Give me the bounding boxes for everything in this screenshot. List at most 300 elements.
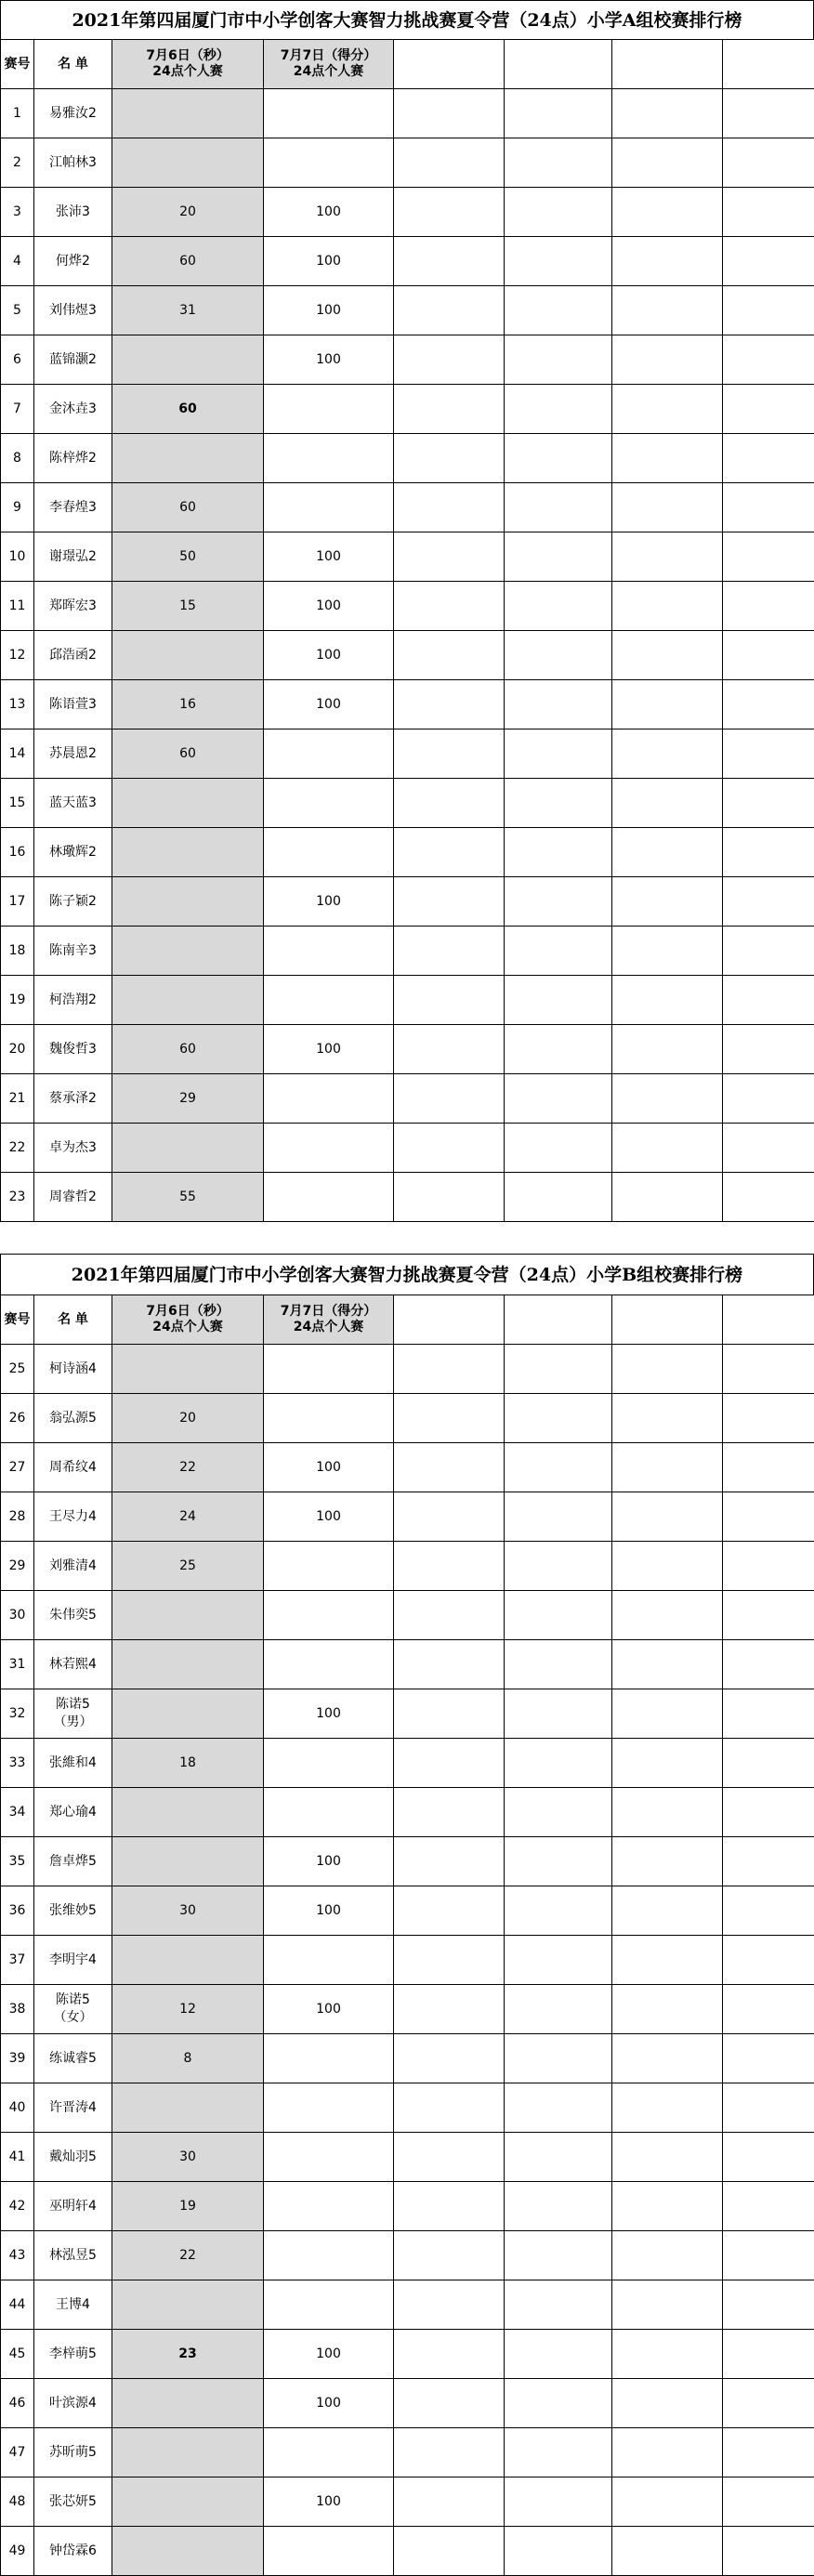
header-empty [612, 40, 723, 89]
empty-cell [723, 927, 814, 976]
empty-cell [394, 188, 505, 237]
empty-cell [505, 582, 612, 631]
empty-cell [505, 2182, 612, 2231]
empty-cell [612, 385, 723, 434]
day2-score: 100 [264, 1492, 394, 1542]
empty-cell [723, 138, 814, 188]
empty-cell [723, 532, 814, 582]
empty-cell [394, 1173, 505, 1222]
participant-name-text: 刘雅清4 [34, 1557, 112, 1575]
table-row [1, 1173, 814, 1222]
empty-cell [394, 434, 505, 483]
day1-time-seconds: 24 [112, 1492, 264, 1542]
table-row [1, 1542, 814, 1591]
empty-cell [394, 631, 505, 680]
empty-cell [723, 2083, 814, 2133]
empty-cell [394, 828, 505, 877]
empty-cell [505, 89, 612, 138]
day1-time-seconds: 60 [112, 483, 264, 532]
header-day2 [264, 1295, 394, 1345]
empty-cell [394, 1492, 505, 1542]
day1-time-seconds: 60 [112, 729, 264, 779]
empty-cell [505, 1443, 612, 1492]
entry-number: 17 [1, 877, 34, 927]
participant-name [34, 1394, 112, 1443]
participant-name-text: 周希纹4 [34, 1459, 112, 1477]
entry-number: 46 [1, 2379, 34, 2428]
empty-cell [723, 2034, 814, 2083]
participant-name-text: 王尽力4 [34, 1508, 112, 1526]
participant-name [34, 1936, 112, 1985]
day2-score [264, 927, 394, 976]
participant-name [34, 2477, 112, 2527]
participant-name-text: 陈诺5 [34, 1696, 112, 1714]
table-row [1, 877, 814, 927]
day2-score [264, 2527, 394, 2576]
entry-number: 7 [1, 385, 34, 434]
table-row [1, 2379, 814, 2428]
day2-score [264, 1542, 394, 1591]
participant-name [34, 1074, 112, 1124]
header-day2-date: 7月7日（得分） [264, 1304, 393, 1320]
day2-score [264, 2182, 394, 2231]
header-empty [394, 40, 505, 89]
entry-number: 18 [1, 927, 34, 976]
day1-time-seconds: 15 [112, 582, 264, 631]
empty-cell [723, 631, 814, 680]
entry-number: 13 [1, 680, 34, 729]
entry-number: 29 [1, 1542, 34, 1591]
empty-cell [505, 1886, 612, 1936]
header-day1 [112, 40, 264, 89]
empty-cell [394, 2477, 505, 2527]
participant-name [34, 1985, 112, 2034]
empty-cell [612, 729, 723, 779]
table-row [1, 582, 814, 631]
participant-name-text: 谢璟弘2 [34, 548, 112, 566]
table-row [1, 138, 814, 188]
empty-cell [394, 1985, 505, 2034]
day1-time-seconds: 23 [112, 2330, 264, 2379]
participant-name-text: 翁弘源5 [34, 1410, 112, 1427]
participant-name [34, 2034, 112, 2083]
empty-cell [723, 1689, 814, 1739]
empty-cell [394, 2379, 505, 2428]
empty-cell [612, 1689, 723, 1739]
participant-name [34, 1443, 112, 1492]
day1-time-seconds: 29 [112, 1074, 264, 1124]
entry-number: 44 [1, 2280, 34, 2330]
day2-score [264, 1394, 394, 1443]
table-row [1, 680, 814, 729]
empty-cell [505, 1640, 612, 1689]
day2-score [264, 2428, 394, 2477]
day1-time-seconds: 22 [112, 1443, 264, 1492]
day1-time-seconds: 20 [112, 188, 264, 237]
table-row [1, 927, 814, 976]
day1-time-seconds [112, 877, 264, 927]
empty-cell [505, 1542, 612, 1591]
header-empty [723, 40, 814, 89]
table-row [1, 1394, 814, 1443]
empty-cell [505, 2527, 612, 2576]
empty-cell [723, 483, 814, 532]
empty-cell [612, 1640, 723, 1689]
empty-cell [723, 582, 814, 631]
table-row [1, 237, 814, 286]
table-row [1, 2133, 814, 2182]
empty-cell [723, 434, 814, 483]
entry-number: 38 [1, 1985, 34, 2034]
empty-cell [394, 2231, 505, 2280]
day2-score [264, 1788, 394, 1837]
empty-cell [394, 2182, 505, 2231]
day2-score: 100 [264, 2477, 394, 2527]
empty-cell [723, 828, 814, 877]
day2-score [264, 976, 394, 1025]
section-b-header-row [1, 1295, 814, 1345]
entry-number: 3 [1, 188, 34, 237]
entry-number: 2 [1, 138, 34, 188]
participant-name-text: 陈诺5 [34, 1991, 112, 2009]
empty-cell [394, 1394, 505, 1443]
empty-cell [612, 976, 723, 1025]
empty-cell [505, 828, 612, 877]
empty-cell [723, 1886, 814, 1936]
participant-name [34, 680, 112, 729]
entry-number: 15 [1, 779, 34, 828]
day2-score [264, 729, 394, 779]
header-day2-event: 24点个人赛 [264, 1320, 393, 1335]
participant-name [34, 1591, 112, 1640]
day1-time-seconds: 31 [112, 286, 264, 335]
participant-name-note: （男） [34, 1714, 112, 1731]
participant-name [34, 335, 112, 385]
participant-name [34, 1492, 112, 1542]
table-row [1, 89, 814, 138]
empty-cell [723, 1542, 814, 1591]
day1-time-seconds: 16 [112, 680, 264, 729]
participant-name-text: 巫明轩4 [34, 2198, 112, 2215]
empty-cell [723, 1640, 814, 1689]
empty-cell [505, 434, 612, 483]
empty-cell [612, 286, 723, 335]
participant-name-text: 张芯妍5 [34, 2493, 112, 2511]
participant-name [34, 2280, 112, 2330]
empty-cell [612, 89, 723, 138]
empty-cell [394, 237, 505, 286]
day1-time-seconds: 8 [112, 2034, 264, 2083]
participant-name-text: 邱浩函2 [34, 647, 112, 664]
day1-time-seconds: 60 [112, 1025, 264, 1074]
empty-cell [505, 138, 612, 188]
empty-cell [505, 1936, 612, 1985]
empty-cell [723, 1591, 814, 1640]
day1-time-seconds [112, 2379, 264, 2428]
empty-cell [394, 1788, 505, 1837]
day1-time-seconds [112, 779, 264, 828]
day1-time-seconds: 30 [112, 2133, 264, 2182]
empty-cell [612, 1788, 723, 1837]
day2-score: 100 [264, 631, 394, 680]
empty-cell [394, 976, 505, 1025]
participant-name-text: 郑晖宏3 [34, 598, 112, 615]
participant-name [34, 1689, 112, 1739]
day1-time-seconds: 30 [112, 1886, 264, 1936]
empty-cell [723, 680, 814, 729]
table-row [1, 729, 814, 779]
empty-cell [505, 1025, 612, 1074]
empty-cell [505, 2083, 612, 2133]
participant-name [34, 877, 112, 927]
day2-score [264, 89, 394, 138]
table-row [1, 483, 814, 532]
table-row [1, 1074, 814, 1124]
participant-name-text: 陈子颖2 [34, 893, 112, 911]
participant-name [34, 2527, 112, 2576]
empty-cell [394, 680, 505, 729]
entry-number: 42 [1, 2182, 34, 2231]
empty-cell [505, 729, 612, 779]
participant-name [34, 1640, 112, 1689]
entry-number: 49 [1, 2527, 34, 2576]
day1-time-seconds [112, 976, 264, 1025]
participant-name [34, 2330, 112, 2379]
participant-name [34, 1025, 112, 1074]
empty-cell [612, 1173, 723, 1222]
empty-cell [394, 582, 505, 631]
day2-score: 100 [264, 1985, 394, 2034]
header-day1-date: 7月6日（秒） [112, 48, 263, 64]
table-row [1, 335, 814, 385]
participant-name [34, 582, 112, 631]
table-row [1, 2034, 814, 2083]
day1-time-seconds [112, 2083, 264, 2133]
day2-score: 100 [264, 877, 394, 927]
table-row [1, 188, 814, 237]
participant-name [34, 385, 112, 434]
empty-cell [394, 1640, 505, 1689]
table-row [1, 631, 814, 680]
empty-cell [612, 138, 723, 188]
participant-name-text: 柯诗涵4 [34, 1360, 112, 1378]
day1-time-seconds [112, 1837, 264, 1886]
participant-name-text: 许晋涛4 [34, 2099, 112, 2117]
entry-number: 5 [1, 286, 34, 335]
section-a-header-row [1, 40, 814, 89]
empty-cell [723, 385, 814, 434]
day1-time-seconds [112, 335, 264, 385]
entry-number: 34 [1, 1788, 34, 1837]
entry-number: 39 [1, 2034, 34, 2083]
table-row [1, 1689, 814, 1739]
day2-score [264, 828, 394, 877]
empty-cell [612, 2083, 723, 2133]
entry-number: 22 [1, 1124, 34, 1173]
participant-name-text: 张沛3 [34, 204, 112, 221]
empty-cell [723, 976, 814, 1025]
empty-cell [723, 286, 814, 335]
empty-cell [612, 1591, 723, 1640]
empty-cell [723, 1394, 814, 1443]
table-row [1, 1936, 814, 1985]
day2-score [264, 1591, 394, 1640]
empty-cell [723, 1837, 814, 1886]
empty-cell [612, 2034, 723, 2083]
empty-cell [723, 89, 814, 138]
participant-name [34, 828, 112, 877]
empty-cell [612, 2231, 723, 2280]
entry-number: 23 [1, 1173, 34, 1222]
participant-name-text: 李明宇4 [34, 1952, 112, 1969]
participant-name-text: 蓝天蓝3 [34, 795, 112, 812]
participant-name [34, 1837, 112, 1886]
participant-name-text: 练诚睿5 [34, 2050, 112, 2068]
empty-cell [394, 385, 505, 434]
participant-name [34, 237, 112, 286]
entry-number: 45 [1, 2330, 34, 2379]
day2-score: 100 [264, 532, 394, 582]
empty-cell [394, 89, 505, 138]
header-name: 名 单 [34, 40, 112, 89]
entry-number: 36 [1, 1886, 34, 1936]
entry-number: 28 [1, 1492, 34, 1542]
participant-name-text: 张維和4 [34, 1755, 112, 1772]
empty-cell [505, 927, 612, 976]
day2-score [264, 2133, 394, 2182]
empty-cell [505, 2379, 612, 2428]
participant-name-text: 陈梓烨2 [34, 450, 112, 467]
empty-cell [394, 2280, 505, 2330]
entry-number: 11 [1, 582, 34, 631]
empty-cell [505, 631, 612, 680]
empty-cell [505, 680, 612, 729]
header-entry-number: 赛号 [1, 40, 34, 89]
empty-cell [394, 1345, 505, 1394]
empty-cell [612, 1025, 723, 1074]
empty-cell [723, 335, 814, 385]
entry-number: 20 [1, 1025, 34, 1074]
participant-name [34, 927, 112, 976]
empty-cell [612, 532, 723, 582]
day1-time-seconds [112, 1591, 264, 1640]
day1-time-seconds [112, 434, 264, 483]
participant-name-text: 陈南辛3 [34, 942, 112, 960]
table-row [1, 532, 814, 582]
empty-cell [723, 877, 814, 927]
participant-name [34, 779, 112, 828]
table-row [1, 779, 814, 828]
day1-time-seconds [112, 1689, 264, 1739]
table-row [1, 385, 814, 434]
participant-name [34, 89, 112, 138]
day1-time-seconds [112, 1124, 264, 1173]
day1-time-seconds [112, 2280, 264, 2330]
day1-time-seconds [112, 927, 264, 976]
day2-score [264, 2280, 394, 2330]
empty-cell [394, 877, 505, 927]
empty-cell [612, 779, 723, 828]
participant-name-text: 李春煌3 [34, 499, 112, 517]
empty-cell [723, 1788, 814, 1837]
empty-cell [505, 1985, 612, 2034]
day2-score: 100 [264, 680, 394, 729]
day2-score: 100 [264, 188, 394, 237]
table-row [1, 2231, 814, 2280]
entry-number: 32 [1, 1689, 34, 1739]
empty-cell [394, 1542, 505, 1591]
empty-cell [723, 729, 814, 779]
participant-name [34, 2182, 112, 2231]
header-day1 [112, 1295, 264, 1345]
day2-score [264, 2231, 394, 2280]
empty-cell [505, 1124, 612, 1173]
participant-name-text: 何烨2 [34, 253, 112, 270]
empty-cell [723, 1985, 814, 2034]
participant-name-text: 蓝锦灏2 [34, 351, 112, 369]
participant-name [34, 532, 112, 582]
empty-cell [394, 1739, 505, 1788]
empty-cell [723, 1492, 814, 1542]
empty-cell [723, 1345, 814, 1394]
section-b-title: 2021年第四届厦门市中小学创客大赛智力挑战赛夏令营（24点）小学B组校赛排行榜 [0, 1254, 814, 1295]
day2-score: 100 [264, 1837, 394, 1886]
empty-cell [394, 335, 505, 385]
empty-cell [723, 1443, 814, 1492]
section-a-body [1, 89, 814, 1222]
empty-cell [394, 1689, 505, 1739]
empty-cell [505, 188, 612, 237]
participant-name-text: 陈语萱3 [34, 696, 112, 714]
entry-number: 41 [1, 2133, 34, 2182]
participant-name-text: 林若熙4 [34, 1656, 112, 1674]
table-row [1, 1788, 814, 1837]
entry-number: 27 [1, 1443, 34, 1492]
empty-cell [723, 1025, 814, 1074]
empty-cell [394, 1124, 505, 1173]
entry-number: 40 [1, 2083, 34, 2133]
empty-cell [505, 2231, 612, 2280]
empty-cell [612, 1074, 723, 1124]
empty-cell [394, 2527, 505, 2576]
participant-name-text: 林璥辉2 [34, 844, 112, 861]
participant-name-text: 叶滨源4 [34, 2395, 112, 2412]
table-row [1, 1124, 814, 1173]
day2-score: 100 [264, 582, 394, 631]
day2-score [264, 483, 394, 532]
empty-cell [394, 138, 505, 188]
entry-number: 10 [1, 532, 34, 582]
participant-name-note: （女） [34, 2009, 112, 2027]
participant-name-text: 周睿哲2 [34, 1189, 112, 1206]
entry-number: 19 [1, 976, 34, 1025]
participant-name [34, 1345, 112, 1394]
empty-cell [394, 286, 505, 335]
participant-name-text: 钟岱霖6 [34, 2543, 112, 2560]
participant-name-text: 朱伟奕5 [34, 1607, 112, 1624]
header-day1-event: 24点个人赛 [112, 1320, 263, 1335]
table-row [1, 1443, 814, 1492]
entry-number: 6 [1, 335, 34, 385]
table-row [1, 2428, 814, 2477]
table-row [1, 2527, 814, 2576]
day2-score: 100 [264, 1443, 394, 1492]
entry-number: 48 [1, 2477, 34, 2527]
participant-name-text: 李梓萌5 [34, 2346, 112, 2363]
day2-score [264, 138, 394, 188]
participant-name-text: 魏俊哲3 [34, 1041, 112, 1058]
empty-cell [505, 1345, 612, 1394]
